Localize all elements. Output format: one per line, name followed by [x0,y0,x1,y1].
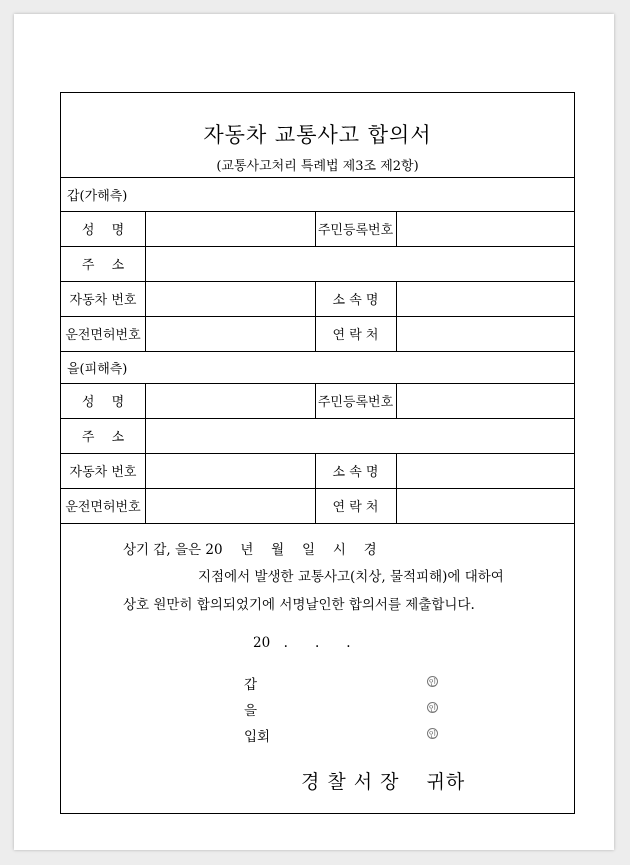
party-b-license-field[interactable] [145,488,315,523]
party-b-license-label: 운전면허번호 [65,500,141,515]
party-a-address-label: 주 소 [81,258,125,273]
party-a-header: 갑(가해측) [67,188,128,204]
party-a-id-field[interactable] [396,211,576,246]
party-a-id-label: 주민등록번호 [317,223,394,238]
party-b-id-label: 주민등록번호 [317,395,394,410]
agreement-form [60,92,575,814]
date-line: 20 . . . [253,635,351,651]
party-a-contact-field[interactable] [396,316,576,351]
party-b-address-field[interactable] [145,418,576,453]
recipient-line: 경 찰 서 장 귀하 [301,771,466,793]
party-b-id-field[interactable] [396,383,576,418]
party-b-contact-label: 연 락 처 [332,500,379,515]
party-a-address-field[interactable] [145,246,576,281]
party-a-car-field[interactable] [145,281,315,316]
divider [61,523,574,524]
form-title: 자동차 교통사고 합의서 [203,123,432,147]
party-b-affiliation-field[interactable] [396,453,576,488]
party-b-header: 을(피해측) [67,361,128,377]
signature-label-a: 갑 [244,677,258,693]
party-a-affiliation-label: 소 속 명 [332,293,379,308]
signature-label-b: 을 [244,703,258,719]
party-b-contact-field[interactable] [396,488,576,523]
statement-line-2: 지점에서 발생한 교통사고(치상, 물적피해)에 대하여 [198,569,504,585]
document-page [14,14,614,850]
party-a-car-label: 자동차 번호 [69,293,137,308]
statement-line-1: 상기 갑, 을은 20 년 월 일 시 경 [123,542,377,558]
seal-icon: 인 [428,730,437,739]
party-b-affiliation-label: 소 속 명 [332,465,379,480]
party-a-contact-label: 연 락 처 [332,328,379,343]
seal-icon: 인 [428,678,437,687]
party-a-license-label: 운전면허번호 [65,328,141,343]
party-b-car-field[interactable] [145,453,315,488]
party-a-affiliation-field[interactable] [396,281,576,316]
party-a-name-field[interactable] [145,211,315,246]
party-b-address-label: 주 소 [81,430,125,445]
form-subtitle: (교통사고처리 특례법 제3조 제2항) [216,159,419,174]
party-b-name-field[interactable] [145,383,315,418]
statement-line-3: 상호 원만히 합의되었기에 서명날인한 합의서를 제출합니다. [123,597,475,613]
party-a-name-label: 성 명 [81,223,125,238]
party-a-license-field[interactable] [145,316,315,351]
signature-label-witness: 입회 [244,729,271,745]
party-b-car-label: 자동차 번호 [69,465,137,480]
seal-icon: 인 [428,704,437,713]
party-b-name-label: 성 명 [81,395,125,410]
